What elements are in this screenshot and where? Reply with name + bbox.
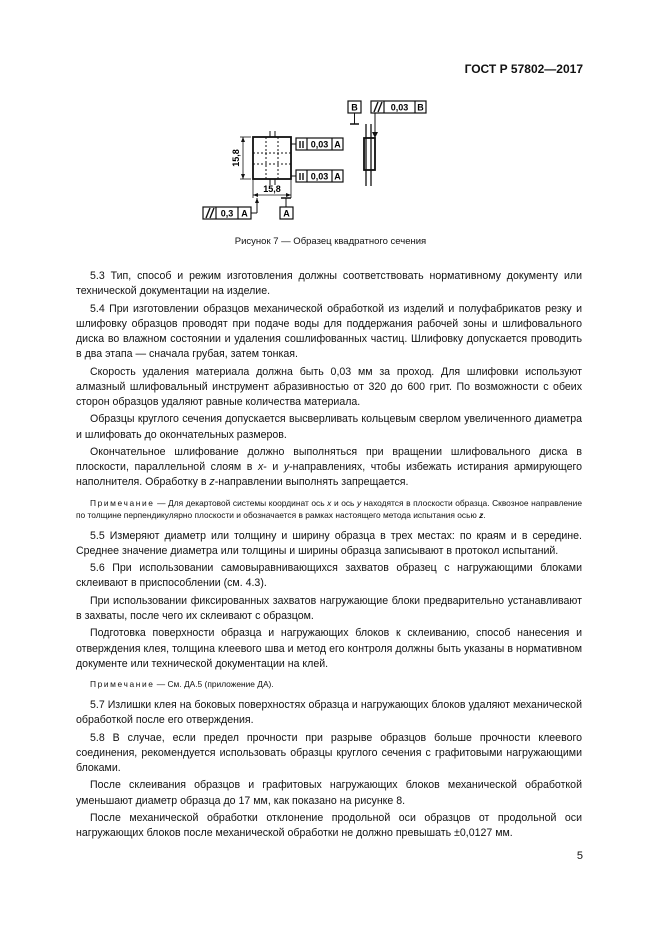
paragraph-5-7: 5.7 Излишки клея на боковых поверхностях образца и нагружающих блоков удаляют механической обработкой после его отверждения. [76, 698, 582, 727]
figure-caption: Рисунок 7 — Образец квадратного сечения [234, 236, 427, 247]
datum-b-label: B [351, 102, 358, 113]
paragraph-5-3: 5.3 Тип, способ и режим изготовления должны соответствовать нормативному документу или технической документации на изделие. [76, 270, 582, 298]
mid-tolerance-value-2: 0,03 [310, 171, 329, 182]
vertical-dimension: 15,8 [231, 149, 241, 167]
mid-tolerance-ref-1: A [334, 139, 341, 150]
top-tolerance-value: 0,03 [390, 102, 409, 113]
specimen-drawing [195, 98, 435, 224]
datum-a-label: A [283, 208, 290, 219]
paragraph-5-4-speed: Скорость удаления материала должна быть 0,03 мм за проход. Для шлифовки используют алмазный шлифовальный инструмент абразивностью от 320 до 600 грит. По возможности с обеих сторон образцов удаляют равные количества материала. [76, 365, 582, 408]
paragraph-5-6-fixed: При использовании фиксированных захватов нагружающие блоки предварительно устанавливают в захваты, после чего их склеивают с образцом. [76, 594, 582, 622]
body-text [76, 269, 582, 844]
datum-a-frame [280, 198, 293, 219]
front-view [253, 131, 291, 185]
paragraph-5-4-final: Окончательное шлифование должно выполняться при вращении шлифовального диска в плоскости, параллельной слоям в x- и y-направлениях, чтобы избежать истирания армирующего наполнителя. Обработку в z-направлении выполнять запрещается. [76, 445, 582, 489]
horizontal-dimension: 15,8 [263, 184, 281, 194]
mid-tolerance-frame-2 [291, 170, 343, 182]
figure-square-specimen [195, 98, 435, 224]
top-tolerance-frame [348, 101, 426, 113]
paragraph-5-8: 5.8 В случае, если предел прочности при разрыве образцов больше прочности клеевого соединения, рекомендуется использовать образцы круглого сечения с графитовыми нагружающими блоками. [76, 731, 582, 774]
bottom-tolerance-value: 0,3 [220, 208, 234, 219]
paragraph-5-6: 5.6 При использовании самовыравнивающихся захватов образец с нагружающими блоками склеивают в приспособлении (см. 4.3). [76, 562, 582, 590]
top-tolerance-ref: B [417, 102, 424, 113]
paragraph-5-8-deviation: После механической обработки отклонение продольной оси образцов от продольной оси нагружающих блоков после механической обработки не должно превышать ±0,0127 мм. [76, 811, 582, 840]
page-number: 5 [576, 850, 583, 862]
mid-tolerance-frame-1 [291, 138, 343, 150]
mid-tolerance-value-1: 0,03 [310, 139, 329, 150]
bottom-tolerance-frame [203, 198, 259, 219]
mid-tolerance-ref-2: A [334, 171, 341, 182]
paragraph-5-4-round: Образцы круглого сечения допускается высверливать кольцевым сверлом увеличенного диаметра и шлифовать до окончательных размеров. [76, 413, 582, 441]
paragraph-5-5: 5.5 Измеряют диаметр или толщину и ширину образца в трех местах: по краям и в середине. Среднее значение диаметра или толщины и ширины образца записывают в протокол испытаний. [76, 529, 582, 557]
note-coordinates: Примечание — Для декартовой системы координат ось x и ось y находятся в плоскости образца. Сквозное направление по толщине перпендикулярно плоскости и обозначается в рамках настоящего метода испытания осью z. [76, 497, 582, 520]
document-code: ГОСТ Р 57802—2017 [464, 62, 583, 76]
note-annex: Примечание — См. ДА.5 (приложение ДА). [90, 678, 274, 689]
paragraph-5-6-prep: Подготовка поверхности образца и нагружающих блоков к склеиванию, способ нанесения и отверждения клея, толщина клеевого шва и метод его контроля должны быть указаны в нормативном документе или технической документации на клей. [76, 627, 582, 670]
paragraph-5-4: 5.4 При изготовлении образцов механической обработкой из изделий и полуфабрикатов резку и шлифовку образцов проводят при подаче воды для поддержания рабочей зоны и шлифовального диска во влажном состоянии и удаления сошлифованных частиц. Шлифовку допускается проводить в два этапа — сначала грубая, затем тонкая. [76, 302, 582, 361]
bottom-tolerance-ref: A [241, 208, 248, 219]
paragraph-5-8-graphite: После склеивания образцов и графитовых нагружающих блоков механической обработкой уменьшают диаметр образца до 17 мм, как показано на рисунке 8. [76, 779, 582, 807]
